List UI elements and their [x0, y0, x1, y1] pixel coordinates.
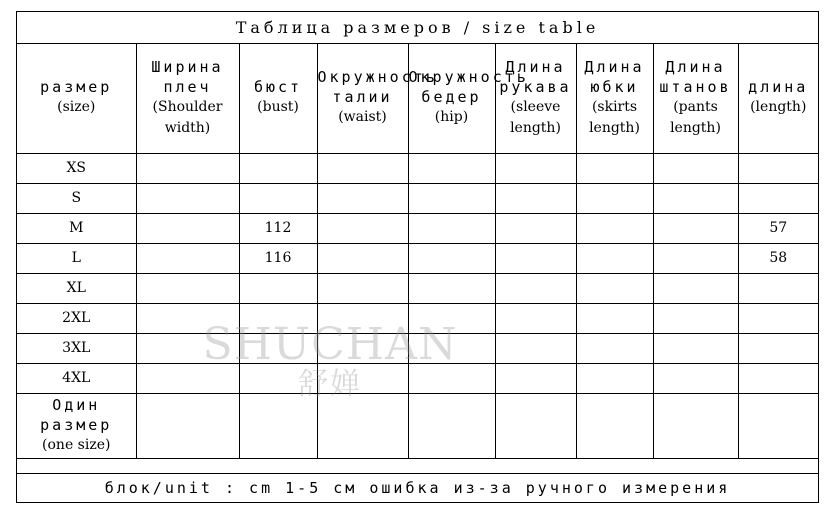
table-cell	[738, 333, 818, 363]
table-cell	[408, 153, 495, 183]
col-header-ru: Длина штанов	[659, 57, 732, 96]
table-cell	[653, 213, 738, 243]
table-cell	[495, 213, 576, 243]
col-header-waist	[317, 43, 438, 153]
table-cell	[408, 213, 495, 243]
table-cell	[495, 393, 576, 458]
table-cell	[408, 243, 495, 273]
table-cell	[495, 303, 576, 333]
table-row	[17, 183, 818, 213]
footer-note: блок/unit : cm 1-5 см ошибка из-за ручного измерения	[17, 473, 818, 502]
table-cell	[317, 363, 408, 393]
col-header-en: (length)	[750, 99, 807, 116]
table-cell	[738, 303, 818, 333]
table-cell	[653, 393, 738, 458]
table-cell	[136, 213, 239, 243]
one-size-en: (one size)	[42, 437, 111, 453]
size-rows	[17, 153, 818, 458]
table-cell	[576, 273, 653, 303]
table-cell	[738, 363, 818, 393]
table-cell	[239, 303, 317, 333]
col-header-en: (size)	[57, 99, 96, 116]
col-header-hip	[408, 43, 529, 153]
col-header-ru: Окружность бедер	[408, 68, 529, 107]
col-header-en: (bust)	[257, 99, 299, 116]
table-cell	[653, 153, 738, 183]
size-table	[17, 43, 818, 459]
table-cell: 112	[239, 213, 317, 243]
table-row	[17, 153, 818, 183]
one-size-ru: Один размер	[40, 396, 113, 434]
col-header-length	[738, 43, 818, 153]
col-header-en: (waist)	[338, 109, 387, 126]
table-cell	[317, 243, 408, 273]
table-cell	[136, 183, 239, 213]
table-cell	[408, 363, 495, 393]
table-cell	[495, 273, 576, 303]
size-label: 4XL	[17, 363, 136, 393]
col-header-ru: Ширина плеч	[151, 57, 224, 96]
col-header-size	[17, 43, 136, 153]
table-cell	[239, 393, 317, 458]
table-cell	[317, 333, 408, 363]
table-cell	[495, 153, 576, 183]
table-cell	[317, 213, 408, 243]
table-cell	[653, 273, 738, 303]
table-cell	[576, 363, 653, 393]
table-cell: 58	[738, 243, 818, 273]
table-cell	[738, 153, 818, 183]
size-label: XS	[17, 153, 136, 183]
watermark-text-cn: 舒婵	[298, 367, 362, 402]
table-cell	[576, 153, 653, 183]
size-label: M	[17, 213, 136, 243]
watermark-text: SHUCHAN	[202, 319, 458, 370]
table-cell	[317, 303, 408, 333]
size-label: XL	[17, 273, 136, 303]
table-cell	[495, 333, 576, 363]
table-cell	[576, 333, 653, 363]
table-cell	[653, 243, 738, 273]
table-cell	[136, 363, 239, 393]
table-row	[17, 333, 818, 363]
col-header-ru: бюст	[253, 78, 303, 97]
size-label: L	[17, 243, 136, 273]
size-label: 3XL	[17, 333, 136, 363]
table-cell	[239, 333, 317, 363]
col-header-ru: Окружность талии	[317, 68, 438, 107]
header-row	[17, 43, 818, 153]
size-label: S	[17, 183, 136, 213]
size-label	[17, 393, 136, 458]
table-cell	[317, 393, 408, 458]
table-cell	[576, 243, 653, 273]
table-cell	[136, 153, 239, 183]
table-cell	[317, 273, 408, 303]
table-row	[17, 363, 818, 393]
table-cell	[408, 393, 495, 458]
table-cell	[495, 363, 576, 393]
table-cell	[136, 303, 239, 333]
table-row	[17, 243, 818, 273]
table-cell	[408, 303, 495, 333]
col-header-en: (sleeve length)	[510, 98, 561, 136]
col-header-ru: Длина рукава	[499, 57, 572, 96]
table-cell	[408, 333, 495, 363]
table-cell	[408, 183, 495, 213]
table-cell	[576, 213, 653, 243]
col-header-skirt	[576, 43, 653, 153]
table-cell: 116	[239, 243, 317, 273]
col-header-en: (pants length)	[670, 98, 721, 136]
table-cell	[576, 303, 653, 333]
col-header-ru: размер	[40, 78, 113, 97]
table-cell	[136, 333, 239, 363]
table-row-one-size	[17, 393, 818, 458]
col-header-en: (Shoulder width)	[152, 98, 223, 136]
chart-title: Таблица размеров / size table	[17, 12, 818, 44]
table-cell	[136, 243, 239, 273]
table-cell	[653, 333, 738, 363]
table-cell	[317, 183, 408, 213]
col-header-sleeve	[495, 43, 576, 153]
table-cell	[136, 273, 239, 303]
table-cell	[653, 303, 738, 333]
col-header-pants	[653, 43, 738, 153]
table-cell	[653, 363, 738, 393]
table-cell	[653, 183, 738, 213]
col-header-ru: Длина юбки	[584, 57, 645, 96]
col-header-bust	[239, 43, 317, 153]
size-chart	[16, 11, 819, 503]
table-row	[17, 213, 818, 243]
table-cell	[408, 273, 495, 303]
col-header-ru: длина	[748, 78, 809, 97]
table-cell	[576, 183, 653, 213]
table-cell	[317, 153, 408, 183]
table-cell	[239, 183, 317, 213]
col-header-en: (hip)	[434, 109, 469, 126]
table-cell: 57	[738, 213, 818, 243]
table-cell	[495, 243, 576, 273]
table-cell	[239, 273, 317, 303]
table-cell	[576, 393, 653, 458]
table-cell	[738, 393, 818, 458]
table-cell	[239, 363, 317, 393]
size-label: 2XL	[17, 303, 136, 333]
table-row	[17, 303, 818, 333]
table-cell	[495, 183, 576, 213]
table-cell	[738, 183, 818, 213]
table-cell	[136, 393, 239, 458]
table-cell	[239, 153, 317, 183]
table-cell	[738, 273, 818, 303]
table-row	[17, 273, 818, 303]
col-header-en: (skirts length)	[589, 98, 640, 136]
col-header-shoulder	[136, 43, 239, 153]
